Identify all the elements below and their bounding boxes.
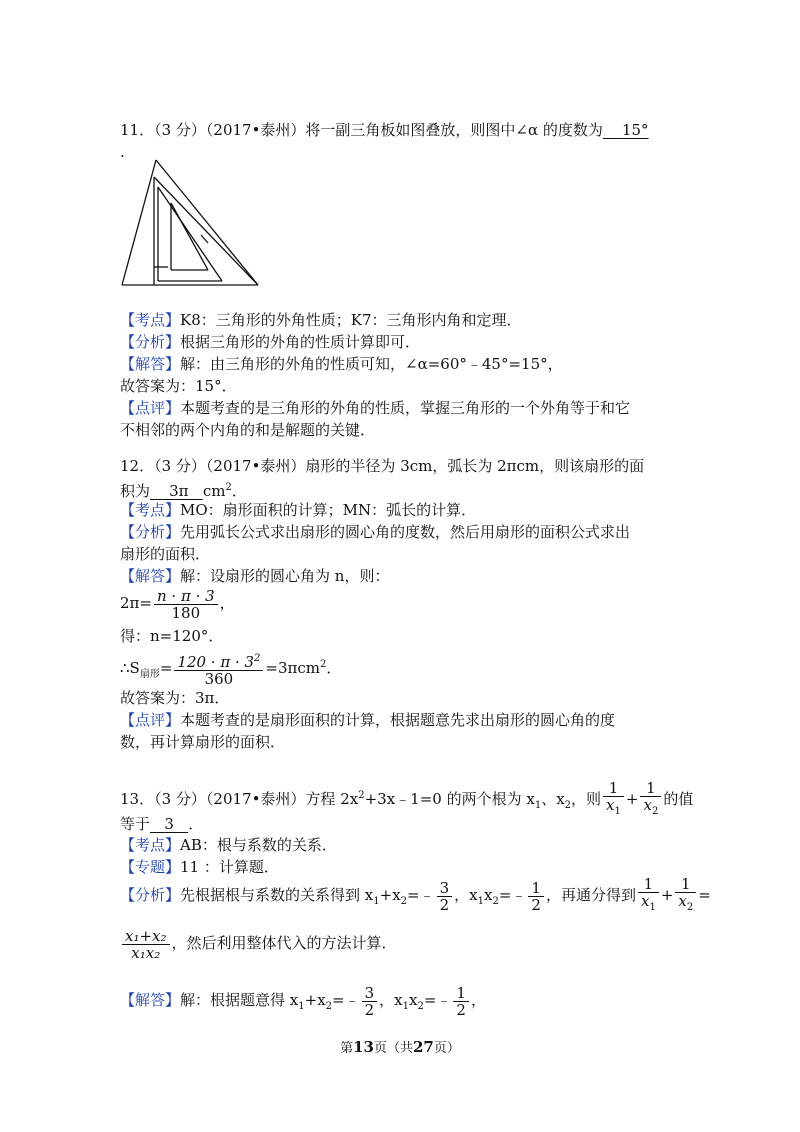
q11-head: 11．（3 分）（2017•泰州）将一副三角板如图叠放，则图中∠α 的度数为 [120,121,603,139]
q13-fraction: $\frac{\text{x₁+x₂}}{\text{x₁x₂}}$ [122,928,170,961]
page-footer: 第13页（共27页） [340,1038,460,1056]
q11-kaodian: 【考点】K8：三角形的外角性质；K7：三角形内角和定理． [120,311,522,329]
q12-de: 得：n=120°． [120,627,224,645]
q11-fenxi: 【分析】根据三角形的外角的性质计算即可． [120,333,421,351]
q12-dianping: 【点评】本题考查的是扇形面积的计算，根据题意先求出扇形的圆心角的度 [120,711,616,729]
q12-kaodian: 【考点】MO：扇形面积的计算；MN：弧长的计算． [120,501,477,519]
q13-answer: 3 [164,815,174,833]
q12-fenxi-2: 扇形的面积． [120,545,211,563]
q12-stem-2: 积为 3π $cm^2$． [120,482,247,500]
q11-stem [120,120,649,140]
q12-equation-1: 2π= $\frac{n \cdot \pi \cdot 3}{180}$ ， [120,586,235,622]
q12-stem: 12．（3 分）（2017•泰州）扇形的半径为 3cm，弧长为 2πcm，则该扇形的面 [120,457,645,475]
q12-equation-2: $\therefore S_{扇形}=$ $\frac{120 \cdot \pi \cdot 3^2}{360}$ =3πcm$^2$． [120,653,342,688]
q11-jieda: 【解答】解：由三角形的外角的性质可知，∠α=60°﹣45°=15°， [120,355,563,373]
q12-fenxi: 【分析】先用弧长公式求出扇形的圆心角的度数，然后用扇形的面积公式求出 [120,523,631,541]
q11-dot: . [120,143,125,161]
page-number: 13 [353,1038,374,1056]
q12-dianping-2: 数，再计算扇形的面积． [120,733,286,751]
q13-zhuanti: 【专题】11 ：计算题． [120,858,279,876]
q11-dianping: 【点评】本题考查的是三角形的外角的性质，掌握三角形的一个外角等于和它 [120,399,631,417]
q11-conclude: 故答案为：15°． [120,377,237,395]
q12-conclude: 故答案为：3π． [120,689,230,707]
q13-jieda: 【解答】解：根据题意得 $x_1+x_2=﹣$ $\frac{3}{2}$ ，$x_1x_2=﹣$ $\frac{1}{2}$ ， [120,983,486,1019]
q13-fenxi: 【分析】先根据根与系数的关系得到 $x_1+x_2=﹣$ $\frac{3}{2}$ ，$x_1x_2=﹣$ $\frac{1}{2}$ ，再通分得到 $\frac{1}{x_1}$ + $\frac{1}{x_2}$ = [120,875,711,914]
q13-fenxi-2: $\frac{\text{x₁+x₂}}{\text{x₁x₂}}$ ，然后利用整体代入的方法计算． [120,925,397,961]
triangle-figure [118,155,268,290]
q11-answer: 15° [621,121,649,139]
q13-stem-2: 等于 3 ． [120,815,204,833]
page-total: 27 [413,1038,434,1056]
q12-fraction-2: $\frac{120 \cdot \pi \cdot 3^2}{360}$ [174,651,263,687]
q12-answer: 3π [169,482,189,500]
q12-jieda: 【解答】解：设扇形的圆心角为 n，则： [120,567,390,585]
q11-dianping-2: 不相邻的两个内角的和是解题的关键． [120,421,376,439]
q13-kaodian: 【考点】AB：根与系数的关系． [120,836,337,854]
q13-stem: 13．（3 分）（2017•泰州）方程 $2x^2+3x﹣1=0$ 的两个根为 $x_1$、$x_2$，则 $\frac{1}{x_1}$ + $\frac{1}{x_2}$ 的值 [120,779,694,817]
q12-fraction-1: $\frac{n \cdot \pi \cdot 3}{180}$ [154,588,218,621]
